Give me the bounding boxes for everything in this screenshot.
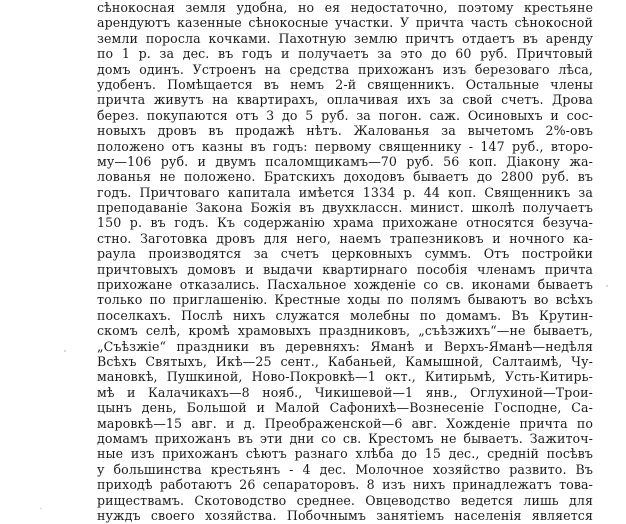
text-line: цынъ день, Большой и Малой Сафонихѣ—Вознесеніе Господне, Са- bbox=[97, 400, 593, 416]
text-line: причтовыхъ домовъ и выдачи квартирнаго пособія членамъ причта bbox=[97, 261, 593, 277]
text-line: преподаваніе Закона Божія въ двухклассн. минист. школѣ получаетъ bbox=[97, 200, 593, 216]
text-line: положено отъ казны въ годъ: первому священнику - 147 руб., второ- bbox=[97, 138, 593, 154]
text-line: новыхъ дровъ въ продажѣ нѣтъ. Жалованья за вычетомъ 2%-овъ bbox=[97, 123, 593, 139]
text-line: у большинства крестьянъ - 4 дес. Молочное хозяйство развито. Въ bbox=[97, 461, 593, 477]
text-line: домъ одинъ. Устроенъ на средства прихожанъ изъ березоваго лѣса, bbox=[97, 61, 593, 77]
text-line: маровкѣ—15 авг. и д. Преображенской—6 авг. Хожденіе причта по bbox=[97, 415, 593, 431]
text-line: мановкѣ, Пушкиной, Ново-Покровкѣ—1 окт., Китирьмѣ, Усть-Китирь- bbox=[97, 369, 593, 385]
text-line: мѣ и Калачикахъ—8 нояб., Чикишевой—1 янв., Оглухиной—Трои- bbox=[97, 384, 593, 400]
text-line: скомъ селѣ, кромѣ храмовыхъ праздниковъ, „съѣзжихъ“—не бываетъ, bbox=[97, 323, 593, 339]
text-line: „Съѣзжіе“ праздники въ деревняхъ: Яманѣ и Верхъ-Яманѣ—недѣля bbox=[97, 338, 593, 354]
text-line: домамъ прихожанъ въ эти дни со св. Крестомъ не бываетъ. Зажиточ- bbox=[97, 430, 593, 446]
text-line: арендуютъ казенные сѣнокосные участки. У причта часть сѣнокосной bbox=[97, 15, 593, 31]
text-line: только по приглашенію. Крестные ходы по полямъ бываютъ во всѣхъ bbox=[97, 292, 593, 308]
text-line: удобенъ. Помѣщается въ немъ 2-й священникъ. Остальные члены bbox=[97, 76, 593, 92]
scan-speck bbox=[40, 508, 42, 509]
text-line: раула производятся за счетъ церковныхъ суммъ. Отъ постройки bbox=[97, 246, 593, 262]
text-line: прихожане отказались. Пасхальное хожденіе со св. иконами бываетъ bbox=[97, 277, 593, 293]
text-line: земли поросла кочками. Пахотную землю причтъ отдаетъ въ аренду bbox=[97, 30, 593, 46]
text-line: по 1 р. за дес. въ годъ и получаетъ за это до 60 руб. Причтовый bbox=[97, 46, 593, 62]
text-line: му—106 руб. и двумъ псаломщикамъ—70 руб. 56 коп. Діакону жа- bbox=[97, 153, 593, 169]
text-line: ные изъ прихожанъ сѣютъ разнаго хлѣба до 15 дес., средній посѣвъ bbox=[97, 446, 593, 462]
text-line: берез. покупаются отъ 3 до 5 руб. за погон. саж. Осиновыхъ и сос- bbox=[97, 107, 593, 123]
text-line: сѣнокосная земля удобна, но ея недостаточно, поэтому крестьяне bbox=[97, 0, 593, 15]
text-line: риществамъ. Скотоводство среднее. Овцеводство ведется лишь для bbox=[97, 492, 593, 508]
text-line: стно. Заготовка дровъ для него, наемъ трапезниковъ и ночного ка- bbox=[97, 230, 593, 246]
scan-speck bbox=[64, 350, 66, 352]
document-text-block bbox=[97, 0, 593, 523]
text-line: лованья не положено. Братскихъ доходовъ бываетъ до 2800 руб. въ bbox=[97, 169, 593, 185]
text-line: Всѣхъ Святыхъ, Икѣ—25 сент., Кабаньей, Камышной, Салтаимѣ, Чу- bbox=[97, 353, 593, 369]
text-line: приходѣ работаютъ 26 сепараторовъ. 8 изъ нихъ принадлежатъ това- bbox=[97, 477, 593, 493]
text-line: 150 р. въ годъ. Къ содержанію храма прихожане относятся безуча- bbox=[97, 215, 593, 231]
text-line: годъ. Причтоваго капитала имѣется 1334 р. 44 коп. Священникъ за bbox=[97, 184, 593, 200]
scan-speck bbox=[606, 285, 608, 287]
text-line: нуждъ своего хозяйства. Побочнымъ занятіемъ населенія является bbox=[97, 507, 593, 523]
text-line: причта живутъ на квартирахъ, оплачивая ихъ за свой счетъ. Дрова bbox=[97, 92, 593, 108]
text-line: поселкахъ. Послѣ нихъ служатся молебны по домамъ. Въ Крутин- bbox=[97, 307, 593, 323]
